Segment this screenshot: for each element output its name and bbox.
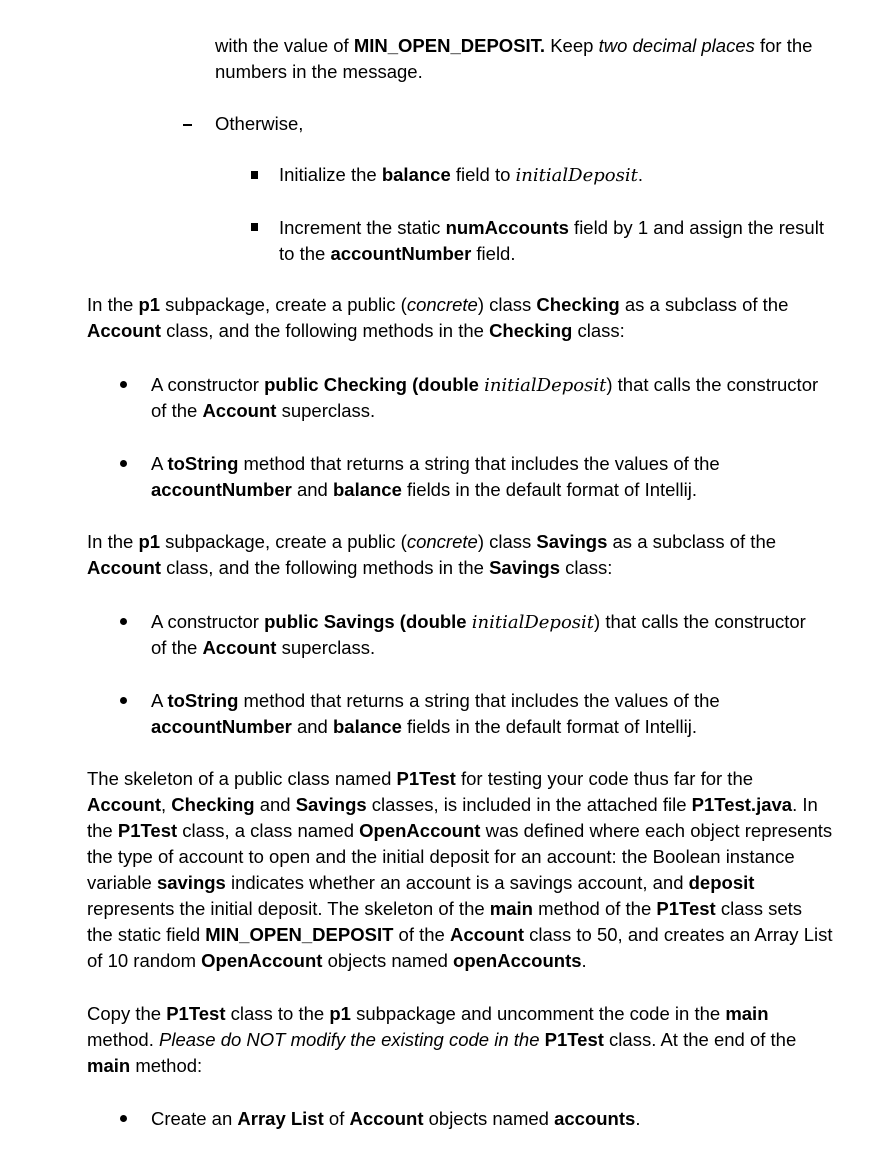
text-line: A toString method that returns a string that includes the values of the [151, 453, 720, 474]
text-line: Copy the P1Test class to the p1 subpackage and uncomment the code in the main [87, 1003, 769, 1024]
text-line: main method: [87, 1055, 203, 1076]
bullet-icon [120, 381, 127, 388]
text-line: Account class, and the following methods in the Checking class: [87, 320, 625, 341]
square-bullet-icon [251, 223, 258, 231]
text-line: The skeleton of a public class named P1Test for testing your code thus far for the [87, 768, 754, 789]
bullet-icon [120, 460, 127, 467]
text-line: A constructor public Checking (double initialDeposit) that calls the constructor [151, 374, 819, 396]
text-line: A toString method that returns a string that includes the values of the [151, 690, 720, 711]
text-line: Create an Array List of Account objects named accounts. [151, 1108, 641, 1129]
text-line: Otherwise, [215, 113, 304, 134]
square-bullet-icon [251, 171, 258, 179]
dash-bullet-icon [183, 124, 192, 126]
bullet-icon [120, 1115, 127, 1122]
text-line: Account, Checking and Savings classes, is included in the attached file P1Test.java. In [87, 794, 818, 815]
text-line: In the p1 subpackage, create a public (concrete) class Checking as a subclass of the [87, 294, 789, 315]
text-line: the static field MIN_OPEN_DEPOSIT of the Account class to 50, and creates an Array List [87, 924, 833, 945]
text-line: of the Account superclass. [151, 400, 376, 421]
text-line: the type of account to open and the initial deposit for an account: the Boolean instance [87, 846, 795, 867]
text-line: of the Account superclass. [151, 637, 376, 658]
text-line: A constructor public Savings (double initialDeposit) that calls the constructor [151, 611, 806, 633]
text-line: to the accountNumber field. [279, 243, 516, 264]
text-line: with the value of MIN_OPEN_DEPOSIT. Keep two decimal places for the [215, 35, 813, 56]
text-line: accountNumber and balance fields in the default format of Intellij. [151, 716, 698, 737]
text-line: represents the initial deposit. The skeleton of the main method of the P1Test class sets [87, 898, 803, 919]
text-line: method. Please do NOT modify the existing code in the P1Test class. At the end of the [87, 1029, 797, 1050]
text-line: the P1Test class, a class named OpenAccount was defined where each object represents [87, 820, 833, 841]
text-line: numbers in the message. [215, 61, 423, 82]
text-line: Increment the static numAccounts field by 1 and assign the result [279, 217, 824, 238]
text-line: accountNumber and balance fields in the default format of Intellij. [151, 479, 698, 500]
text-line: In the p1 subpackage, create a public (concrete) class Savings as a subclass of the [87, 531, 777, 552]
bullet-icon [120, 618, 127, 625]
text-line: Account class, and the following methods in the Savings class: [87, 557, 613, 578]
text-line: Initialize the balance field to initialDeposit. [279, 164, 643, 186]
text-line: of 10 random OpenAccount objects named openAccounts. [87, 950, 587, 971]
text-line: variable savings indicates whether an account is a savings account, and deposit [87, 872, 755, 893]
bullet-icon [120, 697, 127, 704]
